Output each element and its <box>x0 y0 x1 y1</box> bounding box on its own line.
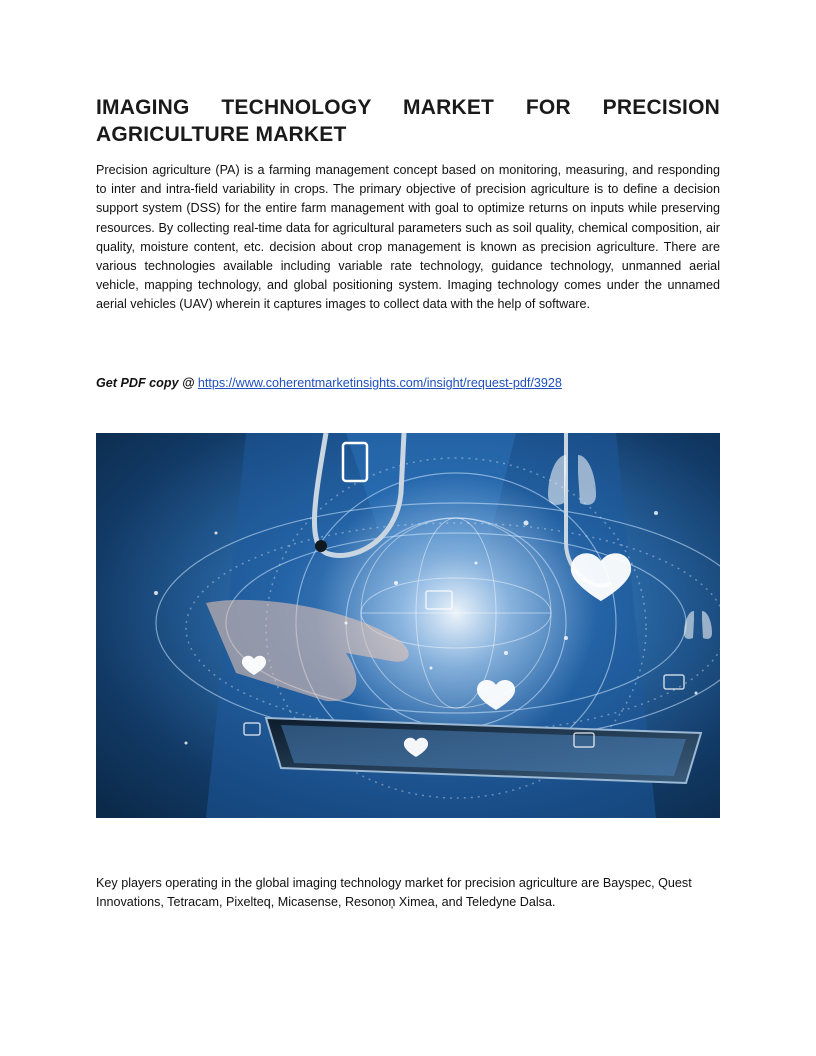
pdf-copy-line <box>96 374 562 393</box>
hero-illustration <box>96 433 720 818</box>
hero-image <box>96 433 720 818</box>
intro-paragraph: Precision agriculture (PA) is a farming management concept based on monitoring, measuring, and responding to inter and intra-field variability in crops. The primary objective of precision agriculture is to define a decision support system (DSS) for the entire farm management with goal to optimize returns on inputs while preserving resources. By collecting real-time data for agricultural parameters such as soil quality, chemical composition, air quality, moisture content, etc. decision about crop management is known as precision agriculture. There are various technologies available including variable rate technology, guidance technology, unmanned aerial vehicle, mapping technology, and global positioning system. Imaging technology comes under the unnamed aerial vehicles (UAV) wherein it captures images to collect data with the help of software. <box>96 163 720 312</box>
pdf-copy-label: Get PDF copy @ <box>96 376 195 390</box>
stethoscope-icon <box>315 540 327 552</box>
pdf-request-link[interactable]: https://www.coherentmarketinsights.com/insight/request-pdf/3928 <box>197 376 562 390</box>
document-page <box>96 94 720 910</box>
page-title: IMAGING TECHNOLOGY MARKET FOR PRECISION AGRICULTURE MARKET <box>96 96 720 146</box>
key-players-paragraph: Key players operating in the global imaging technology market for precision agriculture are Bayspec, Quest Innovations, Tetracam, Pixelteq, Micasense, Resonon̦ Ximea, and Teledyne Dalsa. <box>96 875 692 910</box>
